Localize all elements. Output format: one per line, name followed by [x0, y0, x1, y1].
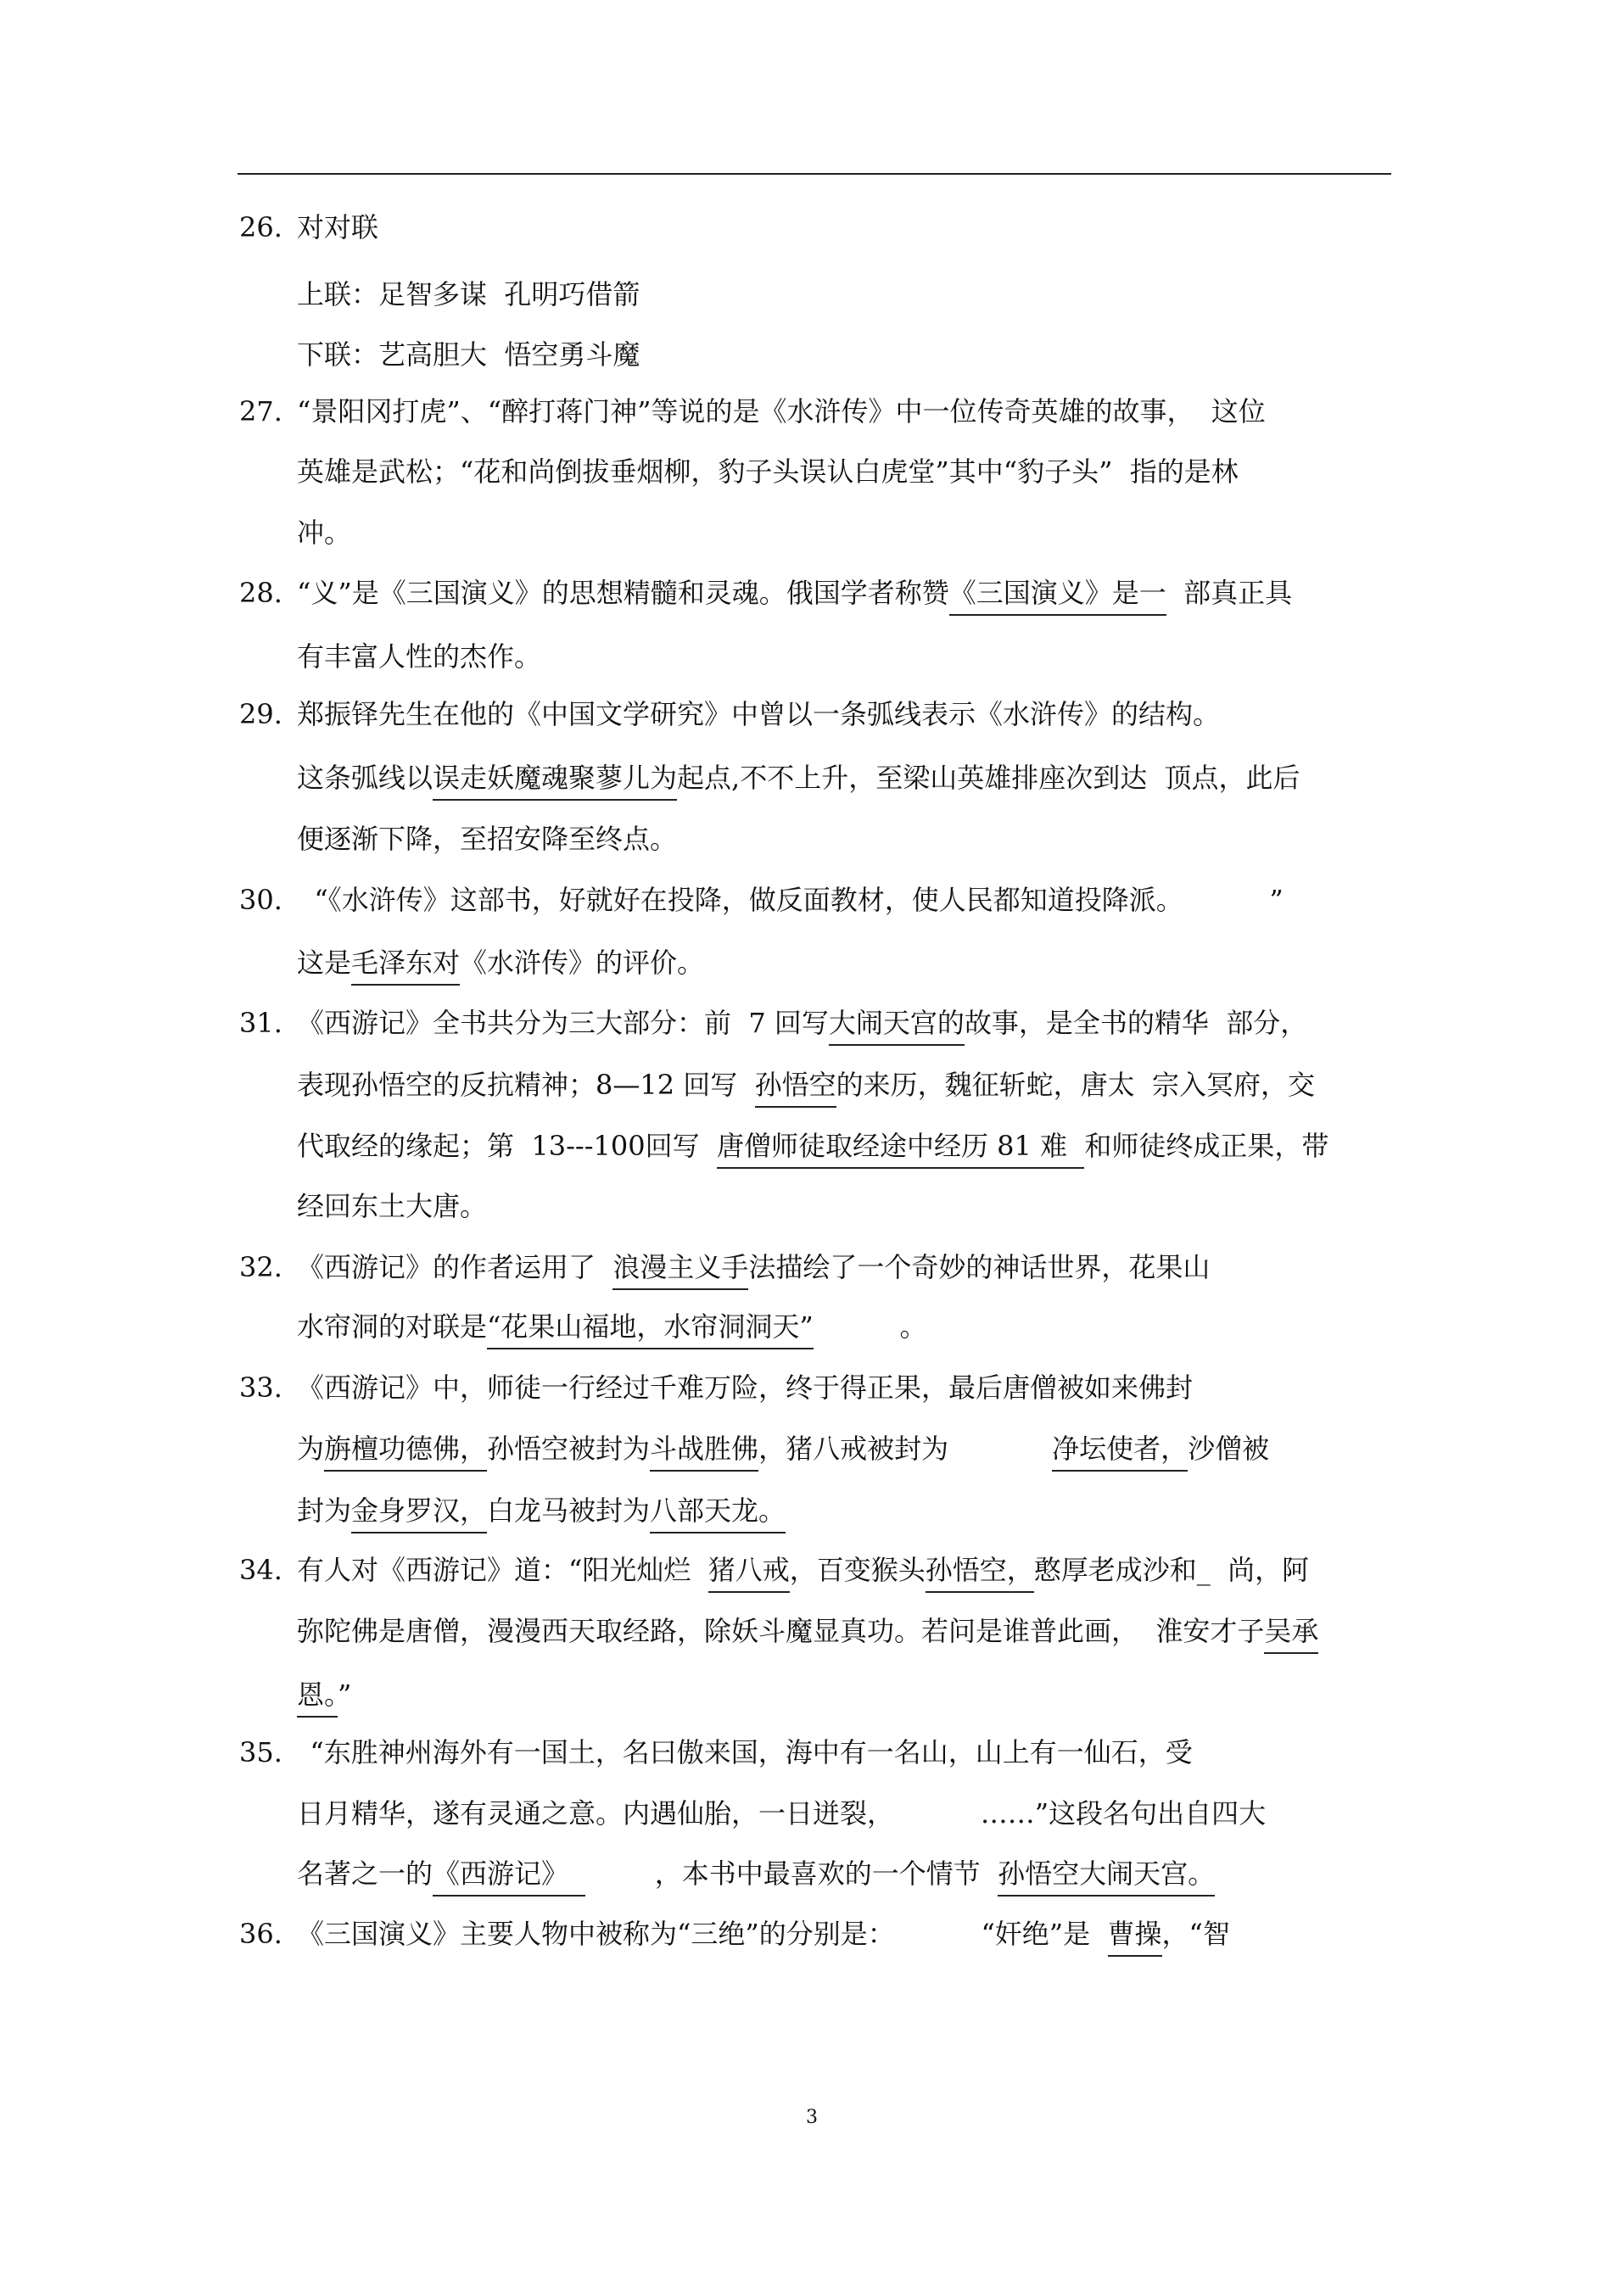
line-text [297, 1250, 1210, 1284]
line-text [297, 1917, 1230, 1951]
text-segment: 这是 [297, 947, 352, 979]
line-text [297, 1129, 1328, 1163]
answer-underline: 吴承 [1264, 1615, 1318, 1654]
line-text [297, 1006, 1307, 1040]
line-text [297, 1371, 1193, 1405]
text-segment: “《水浒传》这部书，好就好在投降，做反面教材，使人民都知道投降派。 ” [297, 884, 1284, 916]
line-text [297, 697, 1220, 731]
text-segment: 和师徒终成正果，带 [1084, 1130, 1329, 1162]
line-text [297, 516, 351, 550]
answer-underline: 唐僧师徒取经途中经历 81 难 [717, 1130, 1084, 1169]
item-number: 32. [239, 1251, 282, 1283]
line-text [297, 822, 677, 856]
item-number: 36. [239, 1918, 282, 1950]
line-text [297, 455, 1239, 489]
text-segment: 郑振铎先生在他的《中国文学研究》中曾以一条弧线表示《水浒传》的结构。 [297, 698, 1221, 730]
answer-underline: 误走妖魔魂聚蓼儿为 [433, 762, 677, 801]
text-segment: 法描绘了一个奇妙的神话世界，花果山 [748, 1251, 1211, 1283]
line-text [297, 640, 541, 673]
text-segment: 有丰富人性的杰作。 [297, 640, 542, 673]
answer-underline: 浪漫主义手 [612, 1251, 748, 1290]
answer-underline: 《三国演义》是一 [949, 577, 1166, 616]
line-text [297, 338, 640, 371]
text-segment: 水帘洞的对联是 [297, 1310, 488, 1343]
line-text [297, 1796, 1266, 1830]
text-segment: 便逐渐下降，至招安降至终点。 [297, 823, 678, 855]
text-segment: 对对联 [297, 211, 379, 243]
item-number: 29. [239, 698, 282, 730]
line-text [297, 1432, 1269, 1466]
text-segment: 的来历，魏征斩蛇，唐太 宗入冥府，交 [836, 1069, 1315, 1101]
line-text [297, 1494, 786, 1528]
text-segment: 英雄是武松；“花和尚倒拔垂烟柳，豹子头误认白虎堂”其中“豹子头” 指的是林 [297, 455, 1239, 488]
item-number: 27. [239, 395, 282, 427]
item-number: 34. [239, 1554, 282, 1586]
answer-underline: 孙悟空大闹天宫。 [998, 1857, 1215, 1897]
text-segment: 名著之一的 [297, 1857, 433, 1890]
text-segment: “景阳冈打虎”、“醉打蒋门神”等说的是《水浒传》中一位传奇英雄的故事， 这位 [297, 395, 1266, 427]
text-segment: 弥陀佛是唐僧，漫漫西天取经路，除妖斗魔显真功。若问是谁普此画， 淮安才子 [297, 1615, 1265, 1647]
answer-underline: 猪八戒 [708, 1554, 790, 1593]
text-segment: ” [338, 1679, 352, 1711]
text-segment: 《三国演义》主要人物中被称为“三绝”的分别是： “奸绝”是 [297, 1918, 1108, 1950]
page-number: 3 [806, 2107, 818, 2128]
line-text [297, 761, 1300, 795]
answer-underline: “花果山福地，水帘洞洞天” [487, 1310, 814, 1349]
line-text [297, 576, 1292, 610]
text-segment: 《西游记》全书共分为三大部分：前 7 回写 [297, 1007, 829, 1039]
text-segment: 这条弧线以 [297, 762, 433, 794]
line-text [297, 883, 1284, 917]
item-number: 33. [239, 1371, 282, 1404]
line-text [297, 1310, 926, 1344]
line-text [297, 394, 1266, 428]
line-text [297, 1068, 1315, 1102]
text-segment: 。 [813, 1310, 927, 1343]
text-segment: 冲。 [297, 517, 352, 549]
line-text [297, 1678, 351, 1712]
answer-underline: 斗战胜佛 [650, 1433, 758, 1472]
answer-underline: 净坛使者， [1052, 1433, 1188, 1472]
line-text [297, 277, 640, 311]
text-segment: 为 [297, 1433, 325, 1465]
text-segment: ，本书中最喜欢的一个情节 [585, 1857, 998, 1890]
text-segment: 故事，是全书的精华 部分， [964, 1007, 1308, 1039]
answer-underline: 《西游记》 [433, 1857, 585, 1897]
text-segment: “义”是《三国演义》的思想精髓和灵魂。俄国学者称赞 [297, 577, 949, 609]
text-segment: ，“智 [1161, 1918, 1230, 1950]
item-number: 28. [239, 577, 282, 609]
answer-underline: 旃檀功德佛， [324, 1433, 487, 1472]
text-segment: 下联：艺高胆大 悟空勇斗魔 [297, 338, 640, 371]
item-number: 31. [239, 1007, 282, 1039]
text-segment: ，猪八戒被封为 [758, 1433, 1053, 1465]
text-segment: 封为 [297, 1494, 352, 1527]
line-text [293, 1735, 1193, 1769]
text-segment: 表现孙悟空的反抗精神；8—12 回写 [297, 1069, 755, 1101]
text-segment: 《西游记》中，师徒一行经过千难万险，终于得正果，最后唐僧被如来佛封 [297, 1371, 1194, 1404]
answer-underline: 大闹天宫的 [829, 1007, 965, 1046]
answer-underline: 八部天龙。 [650, 1494, 786, 1533]
text-segment: 有人对《西游记》道：“阳光灿烂 [297, 1554, 708, 1586]
text-segment: 憨厚老成沙和_ 尚，阿 [1033, 1554, 1310, 1586]
answer-underline: 孙悟空， [926, 1554, 1034, 1593]
answer-underline: 金身罗汉， [351, 1494, 487, 1533]
item-number: 35. [239, 1736, 282, 1768]
text-segment: 代取经的缘起；第 13---100回写 [297, 1130, 717, 1162]
text-segment: 《水浒传》的评价。 [460, 947, 705, 979]
line-text [297, 210, 378, 244]
text-segment: 起点,不不上升，至梁山英雄排座次到达 顶点，此后 [677, 762, 1300, 794]
text-segment: “东胜神州海外有一国土，名曰傲来国，海中有一名山，山上有一仙石，受 [293, 1736, 1193, 1768]
line-text [297, 1189, 487, 1223]
line-text [297, 1553, 1309, 1587]
line-text [297, 1614, 1318, 1648]
text-segment: 沙僧被 [1188, 1433, 1270, 1465]
text-segment: 《西游记》的作者运用了 [297, 1251, 613, 1283]
text-segment: ，百变猴头 [789, 1554, 926, 1586]
answer-underline: 毛泽东对 [351, 947, 460, 986]
line-text [297, 946, 704, 980]
header-rule [238, 173, 1391, 175]
text-segment: 经回东土大唐。 [297, 1190, 488, 1222]
text-segment: 孙悟空被封为 [487, 1433, 651, 1465]
answer-underline: 孙悟空 [755, 1069, 836, 1108]
item-number: 26. [239, 211, 282, 243]
text-segment: 部真正具 [1166, 577, 1293, 609]
answer-underline: 恩。 [297, 1679, 338, 1718]
text-segment: 日月精华，遂有灵通之意。内遇仙胎，一日迸裂， ……”这段名句出自四大 [297, 1797, 1267, 1830]
item-number: 30. [239, 884, 282, 916]
line-text [297, 1857, 1215, 1891]
text-segment: 上联：足智多谋 孔明巧借箭 [297, 278, 640, 310]
answer-underline: 曹操 [1108, 1918, 1162, 1957]
text-segment: 白龙马被封为 [487, 1494, 651, 1527]
